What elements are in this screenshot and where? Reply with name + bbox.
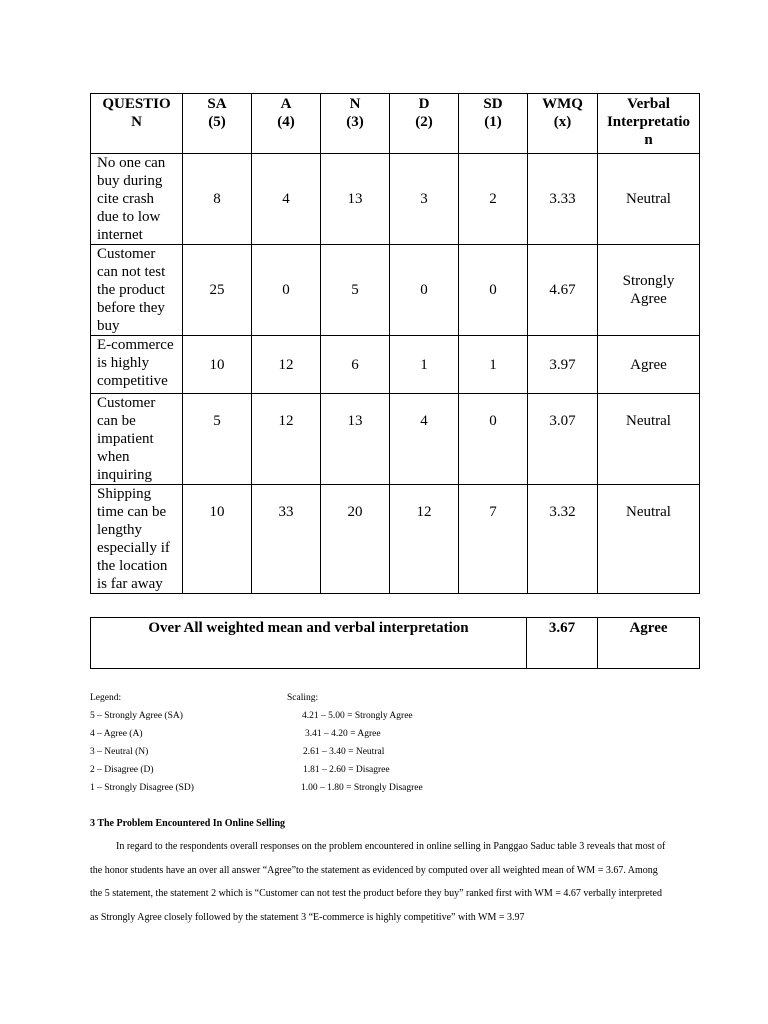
scaling-item: 1.81 – 2.60 = Disagree — [303, 765, 390, 775]
sa-cell: 8 — [183, 154, 252, 245]
d-cell: 4 — [390, 394, 459, 485]
table-row — [91, 245, 700, 336]
sd-cell: 1 — [459, 336, 528, 394]
overall-interpretation: Agree — [598, 618, 700, 669]
table-row — [91, 485, 700, 594]
scaling-item: 2.61 – 3.40 = Neutral — [303, 747, 385, 757]
verbal-cell: Neutral — [598, 154, 700, 245]
table-header-row — [91, 94, 700, 154]
scaling-item: 1.00 – 1.80 = Strongly Disagree — [301, 783, 423, 793]
legend-item: 5 – Strongly Agree (SA) — [90, 711, 183, 721]
header-n: N (3) — [321, 94, 390, 154]
n-cell: 6 — [321, 336, 390, 394]
wmq-cell: 3.32 — [528, 485, 598, 594]
question-cell: No one can buy during cite crash due to low internet — [91, 154, 183, 245]
table-row — [91, 336, 700, 394]
header-verbal-interpretation: Verbal Interpretatio n — [598, 94, 700, 154]
question-cell: E-commerce is highly competitive — [91, 336, 183, 394]
legend — [90, 689, 194, 797]
header-wmq: WMQ (x) — [528, 94, 598, 154]
verbal-cell: Neutral — [598, 485, 700, 594]
sa-cell: 10 — [183, 485, 252, 594]
paragraph-line: In regard to the respondents overall responses on the problem encountered in online selling in Panggao Saduc table 3 reveals that most of — [116, 841, 666, 852]
table-row — [91, 154, 700, 245]
sa-cell: 10 — [183, 336, 252, 394]
question-cell: Customer can not test the product before they buy — [91, 245, 183, 336]
n-cell: 13 — [321, 394, 390, 485]
n-cell: 20 — [321, 485, 390, 594]
scaling-item: 4.21 – 5.00 = Strongly Agree — [302, 711, 413, 721]
sa-cell: 5 — [183, 394, 252, 485]
a-cell: 12 — [252, 336, 321, 394]
legend-title: Legend: — [90, 693, 122, 703]
n-cell: 5 — [321, 245, 390, 336]
d-cell: 12 — [390, 485, 459, 594]
wmq-cell: 3.97 — [528, 336, 598, 394]
legend-item: 3 – Neutral (N) — [90, 747, 149, 757]
paragraph-line: the 5 statement, the statement 2 which is “Customer can not test the product before they buy” ranked first with WM = 4.67 verbally interpreted — [90, 888, 662, 899]
paragraph-line: the honor students have an over all answer “Agree”to the statement as evidenced by computed over all weighted mean of WM = 3.67. Among — [90, 864, 658, 876]
header-sd: SD (1) — [459, 94, 528, 154]
verbal-cell: Neutral — [598, 394, 700, 485]
sd-cell: 2 — [459, 154, 528, 245]
wmq-cell: 3.33 — [528, 154, 598, 245]
question-cell: Customer can be impatient when inquiring — [91, 394, 183, 485]
sd-cell: 7 — [459, 485, 528, 594]
sa-cell: 25 — [183, 245, 252, 336]
overall-value: 3.67 — [527, 618, 598, 669]
a-cell: 33 — [252, 485, 321, 594]
sd-cell: 0 — [459, 394, 528, 485]
legend-item: 4 – Agree (A) — [90, 729, 143, 739]
overall-row — [91, 618, 700, 669]
d-cell: 1 — [390, 336, 459, 394]
sd-cell: 0 — [459, 245, 528, 336]
question-cell: Shipping time can be lengthy especially if the location is far away — [91, 485, 183, 594]
wmq-cell: 3.07 — [528, 394, 598, 485]
d-cell: 0 — [390, 245, 459, 336]
a-cell: 12 — [252, 394, 321, 485]
a-cell: 4 — [252, 154, 321, 245]
section-paragraph — [90, 835, 680, 929]
header-sa: SA (5) — [183, 94, 252, 154]
scaling-title: Scaling: — [287, 693, 319, 703]
overall-weighted-mean-table — [90, 617, 700, 669]
table-row — [91, 394, 700, 485]
n-cell: 13 — [321, 154, 390, 245]
legend-item: 2 – Disagree (D) — [90, 765, 154, 775]
section-heading: 3 The Problem Encountered In Online Selling — [90, 818, 286, 829]
survey-results-table — [90, 93, 700, 594]
wmq-cell: 4.67 — [528, 245, 598, 336]
paragraph-line: as Strongly Agree closely followed by the statement 3 “E-commerce is highly competitive” with WM = 3.97 — [90, 911, 525, 923]
header-d: D (2) — [390, 94, 459, 154]
scaling — [287, 689, 423, 797]
a-cell: 0 — [252, 245, 321, 336]
d-cell: 3 — [390, 154, 459, 245]
header-a: A (4) — [252, 94, 321, 154]
verbal-cell: Agree — [598, 336, 700, 394]
header-question: QUESTIO N — [91, 94, 183, 154]
verbal-cell: Strongly Agree — [598, 245, 700, 336]
overall-label: Over All weighted mean and verbal interpretation — [91, 618, 527, 669]
legend-item: 1 – Strongly Disagree (SD) — [90, 783, 194, 793]
scaling-item: 3.41 – 4.20 = Agree — [305, 729, 381, 739]
